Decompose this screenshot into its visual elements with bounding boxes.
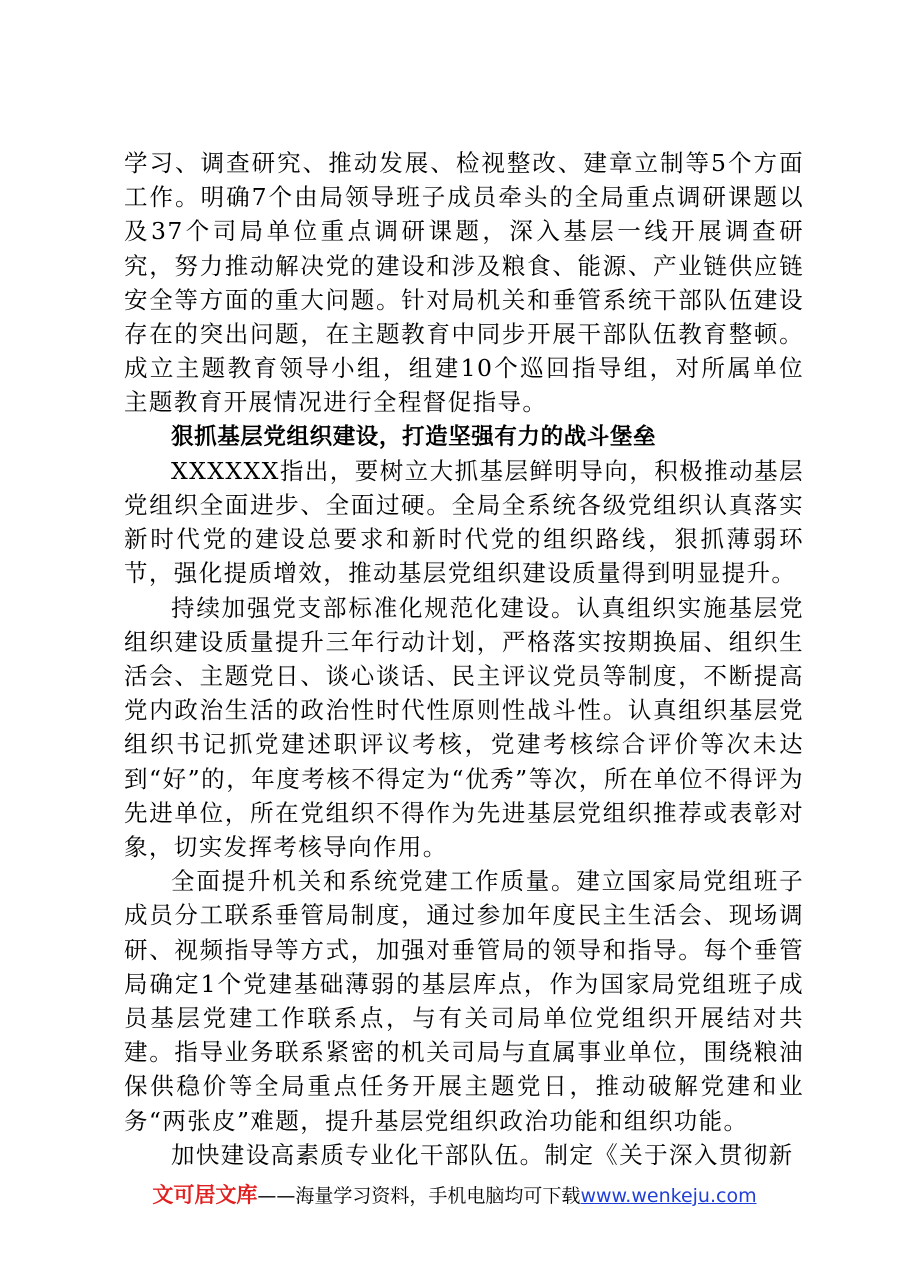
paragraph-grassroots-intro: XXXXXX指出，要树立大抓基层鲜明导向，积极推动基层党组织全面进步、全面过硬。全局全系统各级党组织认真落实新时代党的建设总要求和新时代党的组织路线，狠抓薄弱环节，强化提质增效，推动基层党组织建设质量得到明显提升。 (124, 456, 804, 588)
paragraph-topic-education-work: 学习、调查研究、推动发展、检视整改、建章立制等5个方面工作。明确7个由局领导班子成员牵头的全局重点调研课题以及37个司局单位重点调研课题，深入基层一线开展调查研究，努力推动解决党的建设和涉及粮食、能源、产业链供应链安全等方面的重大问题。针对局机关和垂管系统干部队伍建设存在的突出问题，在主题教育中同步开展干部队伍教育整顿。成立主题教育领导小组，组建10个巡回指导组，对所属单位主题教育开展情况进行全程督促指导。 (124, 149, 804, 417)
paragraph-party-building-quality: 全面提升机关和系统党建工作质量。建立国家局党组班子成员分工联系垂管局制度，通过参加年度民主生活会、现场调研、视频指导等方式，加强对垂管局的领导和指导。每个垂管局确定1个党建基础薄弱的基层库点，作为国家局党组班子成员基层党建工作联系点，与有关司局单位党组织开展结对共建。指导业务联系紧密的机关司局与直属事业单位，围绕粮油保供稳价等全局重点任务开展主题党日，推动破解党建和业务“两张皮”难题，提升基层党组织政治功能和组织功能。 (124, 867, 804, 1135)
footer-brand: 文可居文库 (152, 1183, 258, 1207)
document-body (124, 146, 804, 1172)
paragraph-cadre-team: 加快建设高素质专业化干部队伍。制定《关于深入贯彻新 (171, 1140, 794, 1169)
footer-tagline: ——海量学习资料，手机电脑均可下载 (257, 1185, 581, 1207)
footer-banner (0, 1181, 909, 1210)
section-heading: 狠抓基层党组织建设，打造坚强有力的战斗堡垒 (171, 423, 657, 450)
footer-website-link[interactable]: www.wenkeju.com (580, 1185, 757, 1207)
paragraph-branch-standardization: 持续加强党支部标准化规范化建设。认真组织实施基层党组织建设质量提升三年行动计划，严格落实按期换届、组织生活会、主题党日、谈心谈话、民主评议党员等制度，不断提高党内政治生活的政治性时代性原则性战斗性。认真组织基层党组织书记抓党建述职评议考核，党建考核综合评价等次未达到“好”的，年度考核不得定为“优秀”等次，所在单位不得评为先进单位，所在党组织不得作为先进基层党组织推荐或表彰对象，切实发挥考核导向作用。 (124, 593, 804, 862)
